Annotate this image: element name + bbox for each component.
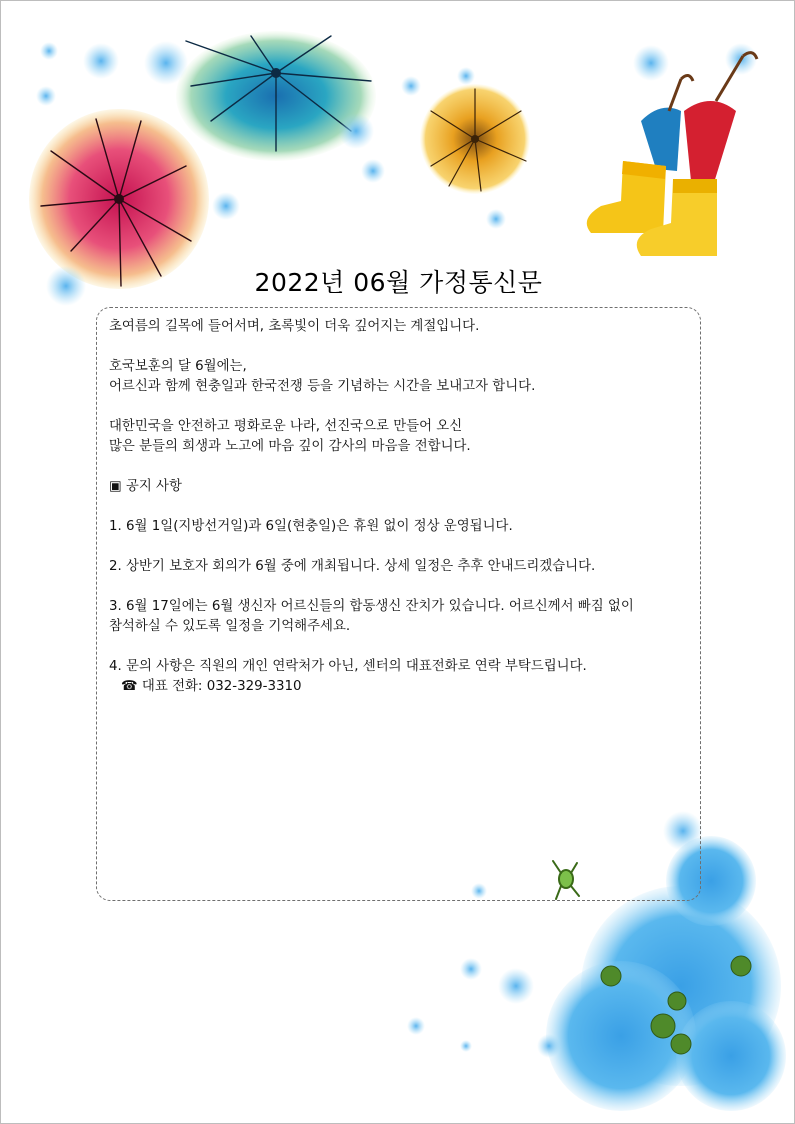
orange-umbrella-decoration bbox=[420, 84, 530, 194]
notice-item: 2. 상반기 보호자 회의가 6월 중에 개최됩니다. 상세 일정은 추후 안내드리겠습니다. bbox=[109, 559, 596, 574]
intro-line: 초여름의 길목에 들어서며, 초록빛이 더욱 깊어지는 계절입니다. bbox=[109, 319, 480, 334]
notice-item: 3. 6월 17일에는 6월 생신자 어르신들의 합동생신 잔치가 있습니다. 어르신께서 빠짐 없이 bbox=[109, 599, 634, 614]
intro-line: 많은 분들의 희생과 노고에 마음 깊이 감사의 마음을 전합니다. bbox=[109, 439, 471, 454]
notice-item: 1. 6월 1일(지방선거일)과 6일(현충일)은 휴원 없이 정상 운영됩니다. bbox=[109, 519, 513, 534]
intro-line: 어르신과 함께 현충일과 한국전쟁 등을 기념하는 시간을 보내고자 합니다. bbox=[109, 379, 536, 394]
phone-number: ☎ 대표 전화: 032-329-3310 bbox=[121, 679, 302, 694]
lily-pads-decoration bbox=[601, 956, 751, 1054]
rain-boots-umbrellas-decoration bbox=[587, 53, 757, 256]
notice-item: 4. 문의 사항은 직원의 개인 연락처가 아닌, 센터의 대표전화로 연락 부탁드립니다. bbox=[109, 659, 587, 674]
page-title: 2022년 06월 가정통신문 bbox=[254, 268, 543, 297]
teal-umbrella-decoration bbox=[176, 31, 376, 161]
notice-content bbox=[109, 317, 690, 697]
pink-umbrella-decoration bbox=[29, 109, 209, 289]
notice-box bbox=[96, 307, 701, 901]
intro-line: 대한민국을 안전하고 평화로운 나라, 선진국으로 만들어 오신 bbox=[109, 419, 463, 434]
intro-line: 호국보훈의 달 6월에는, bbox=[109, 359, 247, 374]
notice-heading: ▣ 공지 사항 bbox=[109, 479, 182, 494]
notice-item: 참석하실 수 있도록 일정을 기억해주세요. bbox=[109, 619, 351, 634]
